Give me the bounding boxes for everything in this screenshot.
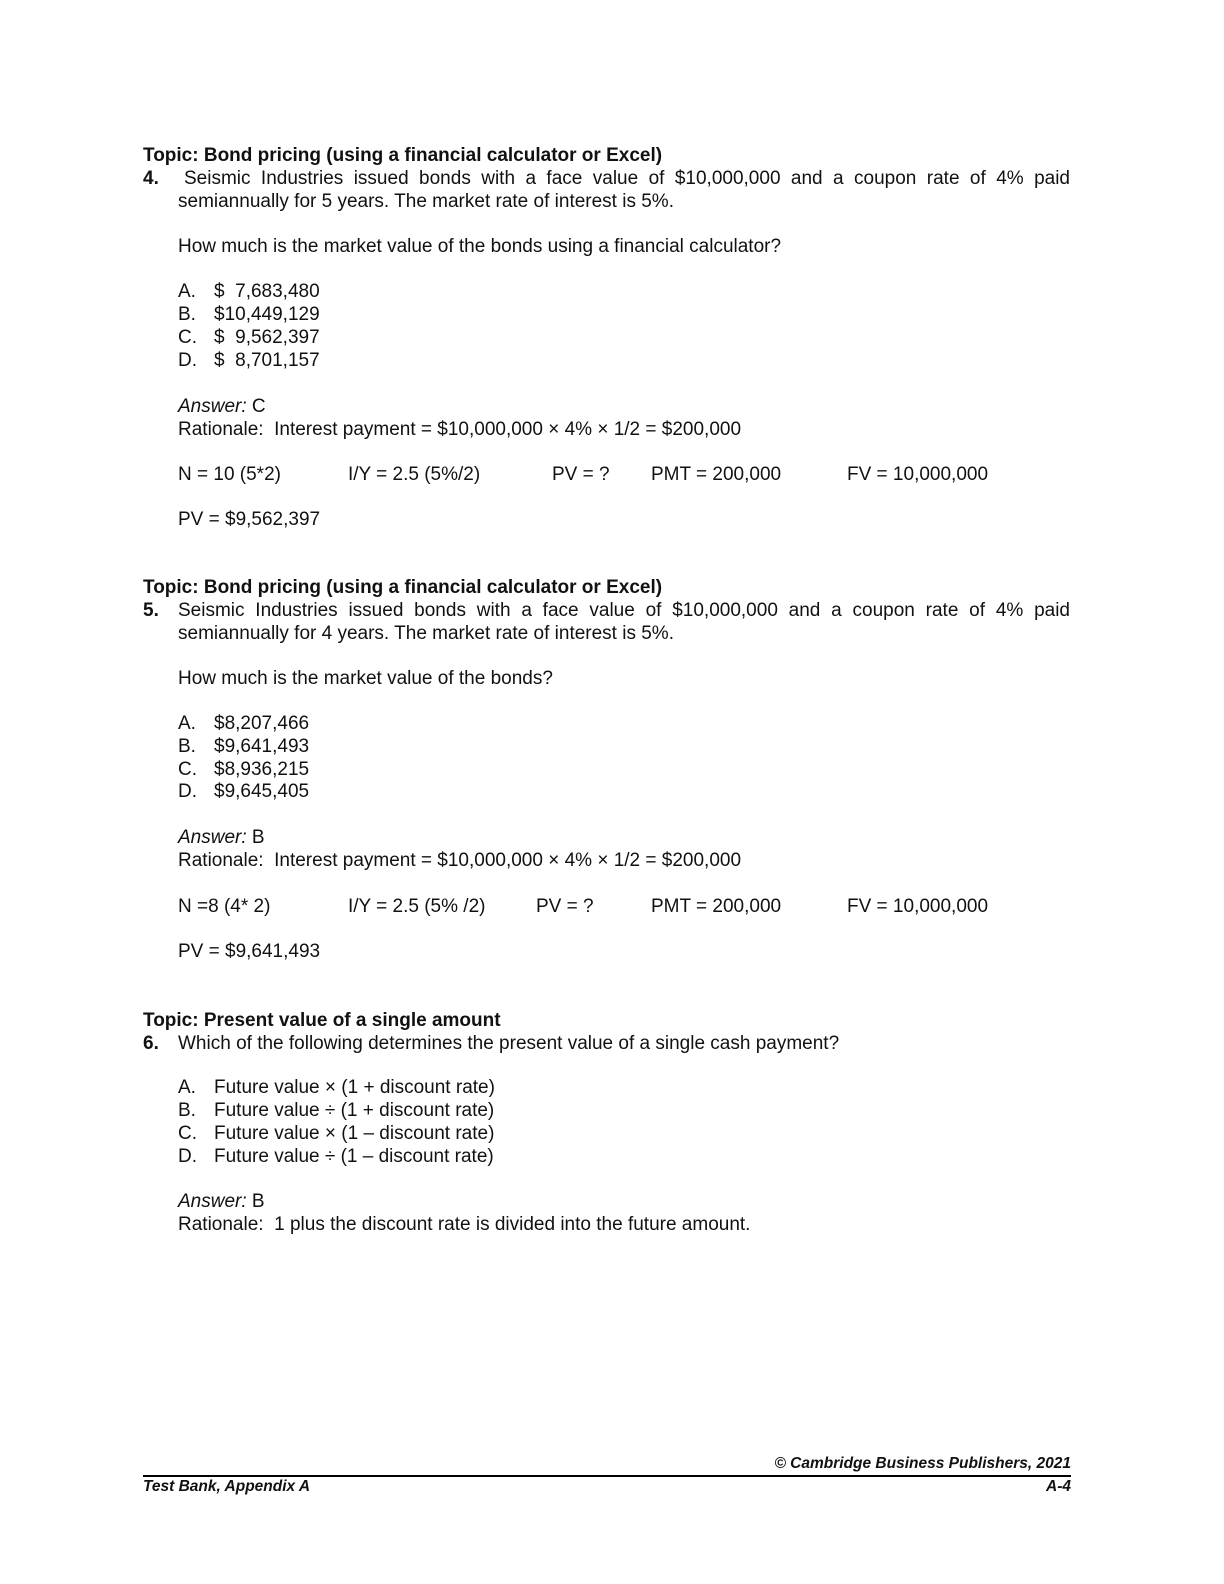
q4-calc-pmt: PMT = 200,000 xyxy=(651,464,782,485)
q5-calc-iy: I/Y = 2.5 (5% /2) xyxy=(348,896,486,917)
q5-option-b-value: $9,641,493 xyxy=(214,736,310,757)
q5-answer xyxy=(178,827,265,849)
q4-option-a-value: $ 7,683,480 xyxy=(214,281,320,302)
q6-answer xyxy=(178,1191,265,1213)
q5-option-c-letter: C. xyxy=(178,759,197,780)
q4-number: 4. xyxy=(143,168,159,189)
q5-calc-fv: FV = 10,000,000 xyxy=(847,896,989,917)
q6-option-b-value: Future value ÷ (1 + discount rate) xyxy=(214,1100,495,1121)
q4-topic: Topic: Bond pricing (using a financial calculator or Excel) xyxy=(143,145,663,166)
q6-option-a-value: Future value × (1 + discount rate) xyxy=(214,1077,495,1098)
q5-text-line2: semiannually for 4 years. The market rate of interest is 5%. xyxy=(178,623,674,644)
q5-text-line1: Seismic Industries issued bonds with a face value of $10,000,000 and a coupon rate of 4% paid xyxy=(178,600,1070,621)
q4-calc-iy: I/Y = 2.5 (5%/2) xyxy=(348,464,481,485)
q5-answer-label: Answer: xyxy=(178,827,247,848)
q5-result: PV = $9,641,493 xyxy=(178,941,321,962)
q5-option-b-letter: B. xyxy=(178,736,196,757)
q6-topic: Topic: Present value of a single amount xyxy=(143,1010,501,1031)
q6-option-a-letter: A. xyxy=(178,1077,196,1098)
q5-answer-value: B xyxy=(251,827,265,848)
q6-option-d-letter: D. xyxy=(178,1146,197,1167)
q4-answer-value: C xyxy=(251,396,266,417)
q6-text-line1: Which of the following determines the present value of a single cash payment? xyxy=(178,1033,840,1054)
footer-left: Test Bank, Appendix A xyxy=(143,1478,311,1495)
q5-option-a-letter: A. xyxy=(178,713,196,734)
q5-option-c-value: $8,936,215 xyxy=(214,759,310,780)
q4-calc-fv: FV = 10,000,000 xyxy=(847,464,989,485)
q5-topic: Topic: Bond pricing (using a financial calculator or Excel) xyxy=(143,577,663,598)
q4-option-d-value: $ 8,701,157 xyxy=(214,350,320,371)
q6-option-c-letter: C. xyxy=(178,1123,197,1144)
q4-result: PV = $9,562,397 xyxy=(178,509,321,530)
q6-answer-label: Answer: xyxy=(178,1191,247,1212)
q5-number: 5. xyxy=(143,600,159,621)
footer-divider xyxy=(143,1475,1071,1477)
q4-text-line1: Seismic Industries issued bonds with a face value of $10,000,000 and a coupon rate of 4% paid xyxy=(184,168,1070,189)
q6-option-b-letter: B. xyxy=(178,1100,196,1121)
q4-question: How much is the market value of the bonds using a financial calculator? xyxy=(178,236,782,257)
q5-calc-pmt: PMT = 200,000 xyxy=(651,896,782,917)
q4-calc-n: N = 10 (5*2) xyxy=(178,464,281,485)
q5-option-d-letter: D. xyxy=(178,781,197,802)
footer-copyright: © Cambridge Business Publishers, 2021 xyxy=(774,1455,1071,1472)
q4-option-b-letter: B. xyxy=(178,304,196,325)
q4-answer-label: Answer: xyxy=(178,396,247,417)
q4-rationale: Rationale: Interest payment = $10,000,000 × 4% × 1/2 = $200,000 xyxy=(178,419,742,440)
q4-option-c-letter: C. xyxy=(178,327,197,348)
footer-page-number: A-4 xyxy=(1046,1478,1071,1495)
q5-calc-n: N =8 (4* 2) xyxy=(178,896,271,917)
q6-rationale: Rationale: 1 plus the discount rate is divided into the future amount. xyxy=(178,1214,751,1235)
q4-answer xyxy=(178,396,266,418)
q4-text-line2: semiannually for 5 years. The market rate of interest is 5%. xyxy=(178,191,674,212)
q4-option-a-letter: A. xyxy=(178,281,196,302)
q4-option-b-value: $10,449,129 xyxy=(214,304,320,325)
q5-question: How much is the market value of the bonds? xyxy=(178,668,553,689)
q5-rationale: Rationale: Interest payment = $10,000,000 × 4% × 1/2 = $200,000 xyxy=(178,850,742,871)
q6-option-c-value: Future value × (1 – discount rate) xyxy=(214,1123,495,1144)
q4-calc-pv: PV = ? xyxy=(552,464,610,485)
q5-option-a-value: $8,207,466 xyxy=(214,713,310,734)
q4-option-d-letter: D. xyxy=(178,350,197,371)
q6-option-d-value: Future value ÷ (1 – discount rate) xyxy=(214,1146,494,1167)
q4-option-c-value: $ 9,562,397 xyxy=(214,327,320,348)
q5-option-d-value: $9,645,405 xyxy=(214,781,310,802)
q6-answer-value: B xyxy=(251,1191,265,1212)
q6-number: 6. xyxy=(143,1033,159,1054)
q5-calc-pv: PV = ? xyxy=(536,896,594,917)
